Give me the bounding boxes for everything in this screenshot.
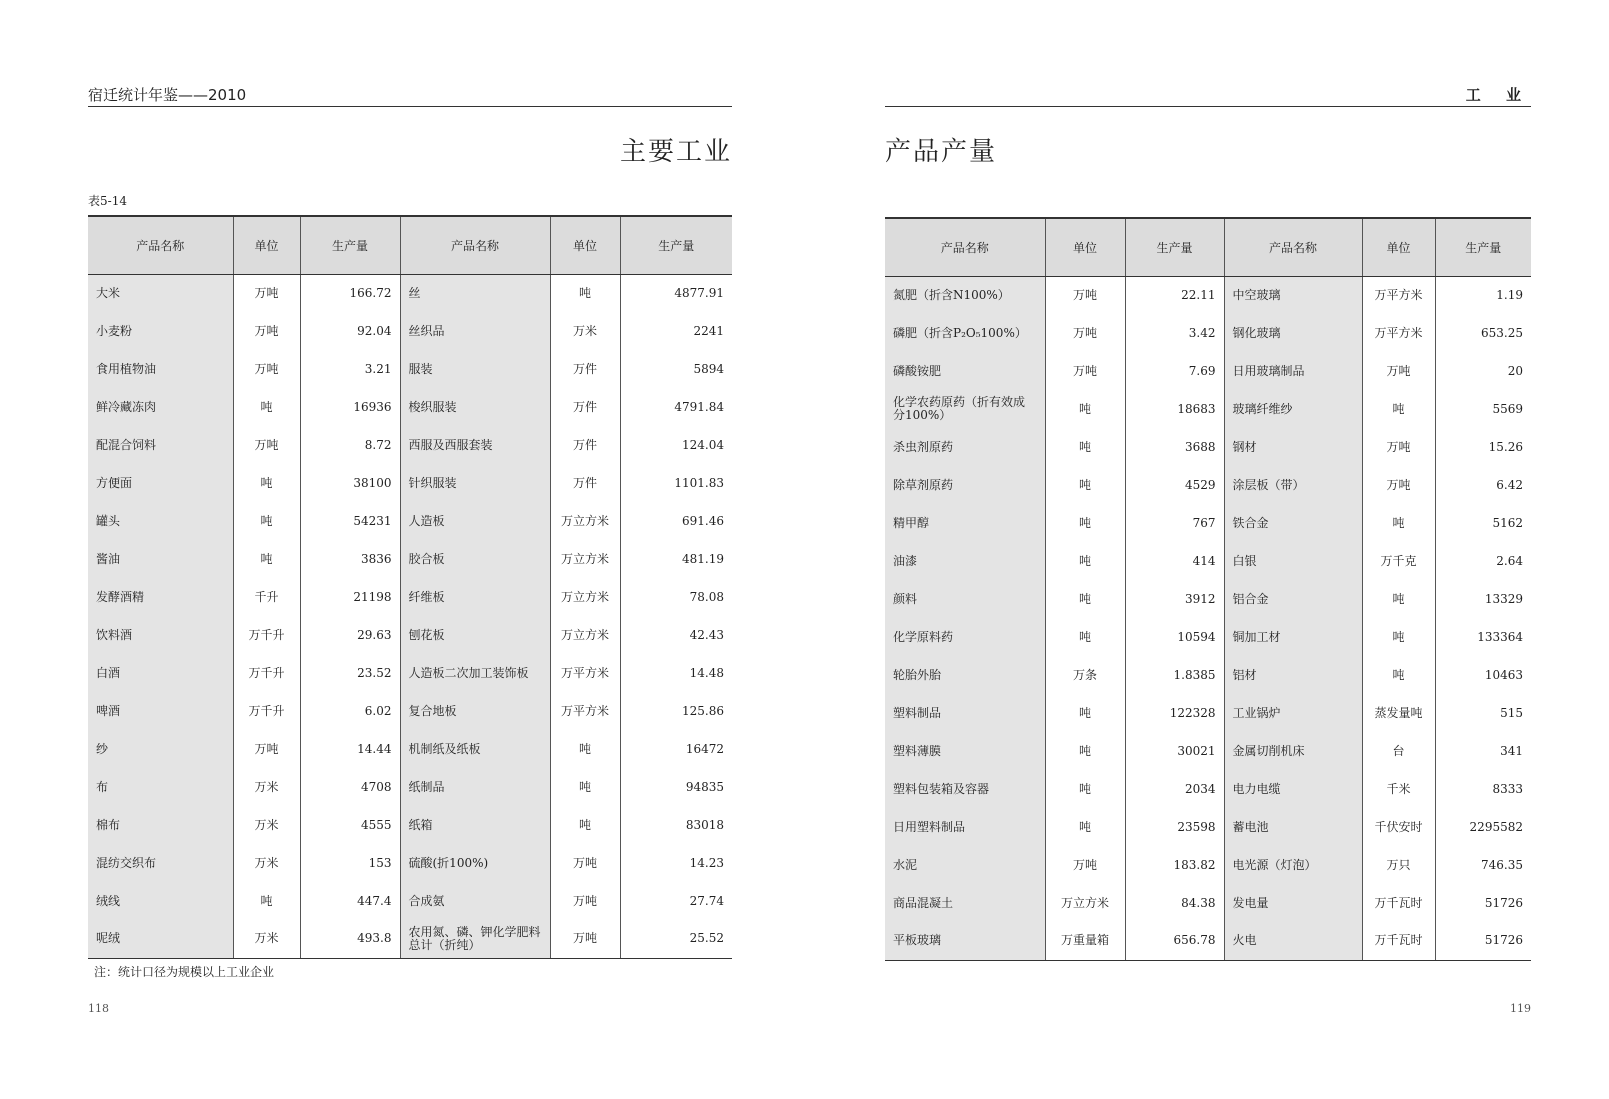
- column-header: 产品名称: [885, 218, 1045, 276]
- table-row: [88, 540, 732, 578]
- page-title-left: 主要工业: [619, 137, 732, 167]
- table-row: [88, 768, 732, 806]
- product-name-cell: 小麦粉: [88, 312, 233, 350]
- product-name-cell: 西服及西服套装: [400, 426, 550, 464]
- left-page: [88, 0, 732, 1099]
- product-name-cell: 食用植物油: [88, 350, 233, 388]
- product-name-cell: 日用玻璃制品: [1224, 352, 1362, 390]
- output-value-cell: 8333: [1435, 770, 1531, 808]
- unit-cell: 吨: [1045, 466, 1125, 504]
- product-name-cell: 纤维板: [400, 578, 550, 616]
- product-name-cell: 化学农药原药（折有效成分100%）: [885, 390, 1045, 428]
- table-row: [88, 312, 732, 350]
- output-value-cell: 21198: [300, 578, 400, 616]
- product-name-cell: 饮料酒: [88, 616, 233, 654]
- table-row: [88, 806, 732, 844]
- output-value-cell: 691.46: [620, 502, 732, 540]
- table-row: [88, 350, 732, 388]
- product-name-cell: 大米: [88, 274, 233, 312]
- product-name-cell: 胶合板: [400, 540, 550, 578]
- product-name-cell: 钢化玻璃: [1224, 314, 1362, 352]
- production-table-right: [885, 217, 1531, 961]
- unit-cell: 万千升: [233, 616, 300, 654]
- output-value-cell: 54231: [300, 502, 400, 540]
- product-name-cell: 油漆: [885, 542, 1045, 580]
- output-value-cell: 30021: [1125, 732, 1224, 770]
- output-value-cell: 4791.84: [620, 388, 732, 426]
- unit-cell: 万吨: [233, 274, 300, 312]
- running-head-right: 工 业: [885, 84, 1531, 107]
- product-name-cell: 服装: [400, 350, 550, 388]
- output-value-cell: 51726: [1435, 884, 1531, 922]
- unit-cell: 万米: [233, 844, 300, 882]
- product-name-cell: 金属切削机床: [1224, 732, 1362, 770]
- product-name-cell: 农用氮、磷、钾化学肥料总计（折纯）: [400, 920, 550, 958]
- unit-cell: 万立方米: [550, 502, 620, 540]
- product-name-cell: 颜料: [885, 580, 1045, 618]
- unit-cell: 万件: [550, 388, 620, 426]
- column-header: 单位: [1045, 218, 1125, 276]
- output-value-cell: 653.25: [1435, 314, 1531, 352]
- output-value-cell: 16472: [620, 730, 732, 768]
- output-value-cell: 6.02: [300, 692, 400, 730]
- product-name-cell: 绒线: [88, 882, 233, 920]
- product-name-cell: 商品混凝土: [885, 884, 1045, 922]
- unit-cell: 万平方米: [1362, 276, 1435, 314]
- output-value-cell: 78.08: [620, 578, 732, 616]
- output-value-cell: 767: [1125, 504, 1224, 542]
- product-name-cell: 塑料薄膜: [885, 732, 1045, 770]
- output-value-cell: 133364: [1435, 618, 1531, 656]
- product-name-cell: 纱: [88, 730, 233, 768]
- table-row: [88, 844, 732, 882]
- unit-cell: 万吨: [1362, 352, 1435, 390]
- output-value-cell: 16936: [300, 388, 400, 426]
- table-row: [885, 770, 1531, 808]
- product-name-cell: 人造板二次加工装饰板: [400, 654, 550, 692]
- table-row: [88, 578, 732, 616]
- product-name-cell: 日用塑料制品: [885, 808, 1045, 846]
- product-name-cell: 磷酸铵肥: [885, 352, 1045, 390]
- output-value-cell: 10594: [1125, 618, 1224, 656]
- output-value-cell: 38100: [300, 464, 400, 502]
- output-value-cell: 15.26: [1435, 428, 1531, 466]
- unit-cell: 万千升: [233, 692, 300, 730]
- output-value-cell: 92.04: [300, 312, 400, 350]
- table-row: [885, 884, 1531, 922]
- product-name-cell: 平板玻璃: [885, 922, 1045, 960]
- product-name-cell: 呢绒: [88, 920, 233, 958]
- product-name-cell: 磷肥（折含P₂O₅100%）: [885, 314, 1045, 352]
- unit-cell: 万米: [233, 806, 300, 844]
- unit-cell: 万吨: [1045, 846, 1125, 884]
- unit-cell: 吨: [550, 274, 620, 312]
- product-name-cell: 合成氨: [400, 882, 550, 920]
- unit-cell: 万平方米: [1362, 314, 1435, 352]
- output-value-cell: 3.42: [1125, 314, 1224, 352]
- unit-cell: 万千瓦时: [1362, 922, 1435, 960]
- output-value-cell: 29.63: [300, 616, 400, 654]
- unit-cell: 万平方米: [550, 654, 620, 692]
- product-name-cell: 方便面: [88, 464, 233, 502]
- unit-cell: 万吨: [1362, 466, 1435, 504]
- product-name-cell: 丝: [400, 274, 550, 312]
- running-head-left: 宿迁统计年鉴——2010: [88, 84, 732, 107]
- product-name-cell: 纸制品: [400, 768, 550, 806]
- unit-cell: 吨: [550, 768, 620, 806]
- output-value-cell: 22.11: [1125, 276, 1224, 314]
- output-value-cell: 4877.91: [620, 274, 732, 312]
- output-value-cell: 1.8385: [1125, 656, 1224, 694]
- column-header: 生产量: [1435, 218, 1531, 276]
- unit-cell: 万吨: [233, 730, 300, 768]
- unit-cell: 万立方米: [550, 578, 620, 616]
- output-value-cell: 25.52: [620, 920, 732, 958]
- production-table-left: [88, 215, 732, 959]
- unit-cell: 蒸发量吨: [1362, 694, 1435, 732]
- column-header: 生产量: [1125, 218, 1224, 276]
- unit-cell: 吨: [1045, 732, 1125, 770]
- product-name-cell: 塑料包装箱及容器: [885, 770, 1045, 808]
- product-name-cell: 硫酸(折100%): [400, 844, 550, 882]
- output-value-cell: 515: [1435, 694, 1531, 732]
- table-row: [885, 314, 1531, 352]
- table-row: [885, 694, 1531, 732]
- product-name-cell: 水泥: [885, 846, 1045, 884]
- unit-cell: 吨: [233, 540, 300, 578]
- product-name-cell: 刨花板: [400, 616, 550, 654]
- output-value-cell: 94835: [620, 768, 732, 806]
- output-value-cell: 341: [1435, 732, 1531, 770]
- output-value-cell: 27.74: [620, 882, 732, 920]
- product-name-cell: 啤酒: [88, 692, 233, 730]
- unit-cell: 吨: [1362, 618, 1435, 656]
- unit-cell: 万件: [550, 350, 620, 388]
- unit-cell: 吨: [1362, 580, 1435, 618]
- unit-cell: 吨: [1045, 504, 1125, 542]
- output-value-cell: 23.52: [300, 654, 400, 692]
- table-row: [885, 276, 1531, 314]
- table-header-row: [885, 218, 1531, 276]
- table-number: 表5-14: [88, 194, 127, 208]
- product-name-cell: 铝材: [1224, 656, 1362, 694]
- table-row: [885, 542, 1531, 580]
- product-name-cell: 精甲醇: [885, 504, 1045, 542]
- table-row: [885, 922, 1531, 960]
- output-value-cell: 14.44: [300, 730, 400, 768]
- table-row: [885, 732, 1531, 770]
- unit-cell: 万平方米: [550, 692, 620, 730]
- product-name-cell: 配混合饲料: [88, 426, 233, 464]
- product-name-cell: 梭织服装: [400, 388, 550, 426]
- product-name-cell: 除草剂原药: [885, 466, 1045, 504]
- unit-cell: 吨: [1362, 504, 1435, 542]
- unit-cell: 万立方米: [550, 540, 620, 578]
- unit-cell: 万重量箱: [1045, 922, 1125, 960]
- output-value-cell: 153: [300, 844, 400, 882]
- product-name-cell: 鲜冷藏冻肉: [88, 388, 233, 426]
- unit-cell: 万米: [233, 920, 300, 958]
- product-name-cell: 中空玻璃: [1224, 276, 1362, 314]
- unit-cell: 吨: [1045, 694, 1125, 732]
- output-value-cell: 125.86: [620, 692, 732, 730]
- table-row: [885, 580, 1531, 618]
- table-row: [88, 426, 732, 464]
- unit-cell: 万吨: [1045, 352, 1125, 390]
- product-name-cell: 氮肥（折含N100%）: [885, 276, 1045, 314]
- table-row: [885, 504, 1531, 542]
- unit-cell: 万米: [550, 312, 620, 350]
- output-value-cell: 84.38: [1125, 884, 1224, 922]
- table-row: [885, 428, 1531, 466]
- output-value-cell: 122328: [1125, 694, 1224, 732]
- column-header: 单位: [1362, 218, 1435, 276]
- unit-cell: 吨: [550, 806, 620, 844]
- unit-cell: 万吨: [550, 844, 620, 882]
- output-value-cell: 20: [1435, 352, 1531, 390]
- output-value-cell: 83018: [620, 806, 732, 844]
- product-name-cell: 机制纸及纸板: [400, 730, 550, 768]
- unit-cell: 吨: [1045, 618, 1125, 656]
- unit-cell: 万米: [233, 768, 300, 806]
- table-row: [88, 274, 732, 312]
- product-name-cell: 棉布: [88, 806, 233, 844]
- table-row: [88, 464, 732, 502]
- unit-cell: 万吨: [1045, 276, 1125, 314]
- output-value-cell: 5894: [620, 350, 732, 388]
- unit-cell: 万立方米: [1045, 884, 1125, 922]
- output-value-cell: 51726: [1435, 922, 1531, 960]
- output-value-cell: 124.04: [620, 426, 732, 464]
- product-name-cell: 涂层板（带）: [1224, 466, 1362, 504]
- unit-cell: 万千升: [233, 654, 300, 692]
- output-value-cell: 18683: [1125, 390, 1224, 428]
- product-name-cell: 发酵酒精: [88, 578, 233, 616]
- output-value-cell: 8.72: [300, 426, 400, 464]
- product-name-cell: 玻璃纤维纱: [1224, 390, 1362, 428]
- unit-cell: 吨: [1045, 542, 1125, 580]
- unit-cell: 千伏安时: [1362, 808, 1435, 846]
- output-value-cell: 493.8: [300, 920, 400, 958]
- output-value-cell: 746.35: [1435, 846, 1531, 884]
- unit-cell: 吨: [233, 502, 300, 540]
- product-name-cell: 针织服装: [400, 464, 550, 502]
- product-name-cell: 丝织品: [400, 312, 550, 350]
- output-value-cell: 5569: [1435, 390, 1531, 428]
- product-name-cell: 复合地板: [400, 692, 550, 730]
- column-header: 产品名称: [1224, 218, 1362, 276]
- product-name-cell: 工业锅炉: [1224, 694, 1362, 732]
- output-value-cell: 3836: [300, 540, 400, 578]
- page-number-left: 118: [88, 1002, 109, 1015]
- column-header: 单位: [233, 216, 300, 274]
- page-title-right: 产品产量: [885, 137, 998, 167]
- column-header: 生产量: [300, 216, 400, 274]
- unit-cell: 万千瓦时: [1362, 884, 1435, 922]
- output-value-cell: 14.23: [620, 844, 732, 882]
- product-name-cell: 塑料制品: [885, 694, 1045, 732]
- table-row: [88, 730, 732, 768]
- output-value-cell: 3688: [1125, 428, 1224, 466]
- output-value-cell: 2.64: [1435, 542, 1531, 580]
- unit-cell: 千米: [1362, 770, 1435, 808]
- page-number-right: 119: [1510, 1002, 1531, 1015]
- product-name-cell: 杀虫剂原药: [885, 428, 1045, 466]
- table-row: [88, 502, 732, 540]
- column-header: 产品名称: [400, 216, 550, 274]
- product-name-cell: 布: [88, 768, 233, 806]
- table-row: [88, 616, 732, 654]
- unit-cell: 万件: [550, 426, 620, 464]
- table-row: [885, 846, 1531, 884]
- table-row: [88, 920, 732, 958]
- table-row: [885, 656, 1531, 694]
- unit-cell: 万吨: [1045, 314, 1125, 352]
- product-name-cell: 混纺交织布: [88, 844, 233, 882]
- table-row: [88, 388, 732, 426]
- column-header: 单位: [550, 216, 620, 274]
- unit-cell: 吨: [1362, 656, 1435, 694]
- product-name-cell: 蓄电池: [1224, 808, 1362, 846]
- product-name-cell: 轮胎外胎: [885, 656, 1045, 694]
- unit-cell: 万只: [1362, 846, 1435, 884]
- output-value-cell: 14.48: [620, 654, 732, 692]
- unit-cell: 万吨: [1362, 428, 1435, 466]
- output-value-cell: 4555: [300, 806, 400, 844]
- product-name-cell: 火电: [1224, 922, 1362, 960]
- product-name-cell: 酱油: [88, 540, 233, 578]
- unit-cell: 千升: [233, 578, 300, 616]
- product-name-cell: 铜加工材: [1224, 618, 1362, 656]
- table-note: 注：统计口径为规模以上工业企业: [94, 965, 275, 979]
- column-header: 生产量: [620, 216, 732, 274]
- output-value-cell: 2034: [1125, 770, 1224, 808]
- product-name-cell: 白酒: [88, 654, 233, 692]
- table-row: [885, 466, 1531, 504]
- output-value-cell: 10463: [1435, 656, 1531, 694]
- table-row: [88, 692, 732, 730]
- unit-cell: 万件: [550, 464, 620, 502]
- output-value-cell: 1.19: [1435, 276, 1531, 314]
- table-row: [885, 352, 1531, 390]
- unit-cell: 万吨: [550, 920, 620, 958]
- unit-cell: 吨: [1362, 390, 1435, 428]
- unit-cell: 吨: [550, 730, 620, 768]
- right-page: [885, 0, 1531, 1099]
- product-name-cell: 铝合金: [1224, 580, 1362, 618]
- product-name-cell: 钢材: [1224, 428, 1362, 466]
- product-name-cell: 铁合金: [1224, 504, 1362, 542]
- output-value-cell: 166.72: [300, 274, 400, 312]
- output-value-cell: 4708: [300, 768, 400, 806]
- table-row: [885, 390, 1531, 428]
- unit-cell: 万吨: [233, 312, 300, 350]
- output-value-cell: 3912: [1125, 580, 1224, 618]
- unit-cell: 吨: [1045, 428, 1125, 466]
- output-value-cell: 656.78: [1125, 922, 1224, 960]
- product-name-cell: 发电量: [1224, 884, 1362, 922]
- output-value-cell: 5162: [1435, 504, 1531, 542]
- unit-cell: 万吨: [550, 882, 620, 920]
- table-row: [88, 654, 732, 692]
- unit-cell: 万立方米: [550, 616, 620, 654]
- output-value-cell: 3.21: [300, 350, 400, 388]
- output-value-cell: 4529: [1125, 466, 1224, 504]
- output-value-cell: 481.19: [620, 540, 732, 578]
- product-name-cell: 化学原料药: [885, 618, 1045, 656]
- product-name-cell: 电力电缆: [1224, 770, 1362, 808]
- output-value-cell: 13329: [1435, 580, 1531, 618]
- output-value-cell: 447.4: [300, 882, 400, 920]
- unit-cell: 万千克: [1362, 542, 1435, 580]
- output-value-cell: 183.82: [1125, 846, 1224, 884]
- table-row: [885, 618, 1531, 656]
- unit-cell: 吨: [233, 464, 300, 502]
- unit-cell: 吨: [1045, 770, 1125, 808]
- output-value-cell: 42.43: [620, 616, 732, 654]
- table-header-row: [88, 216, 732, 274]
- output-value-cell: 23598: [1125, 808, 1224, 846]
- unit-cell: 台: [1362, 732, 1435, 770]
- table-row: [885, 808, 1531, 846]
- product-name-cell: 纸箱: [400, 806, 550, 844]
- unit-cell: 万吨: [233, 350, 300, 388]
- product-name-cell: 罐头: [88, 502, 233, 540]
- column-header: 产品名称: [88, 216, 233, 274]
- table-row: [88, 882, 732, 920]
- product-name-cell: 电光源（灯泡）: [1224, 846, 1362, 884]
- unit-cell: 吨: [233, 388, 300, 426]
- output-value-cell: 6.42: [1435, 466, 1531, 504]
- unit-cell: 万吨: [233, 426, 300, 464]
- unit-cell: 吨: [1045, 580, 1125, 618]
- output-value-cell: 2295582: [1435, 808, 1531, 846]
- output-value-cell: 2241: [620, 312, 732, 350]
- unit-cell: 吨: [1045, 390, 1125, 428]
- output-value-cell: 414: [1125, 542, 1224, 580]
- output-value-cell: 7.69: [1125, 352, 1224, 390]
- output-value-cell: 1101.83: [620, 464, 732, 502]
- unit-cell: 吨: [1045, 808, 1125, 846]
- unit-cell: 吨: [233, 882, 300, 920]
- unit-cell: 万条: [1045, 656, 1125, 694]
- product-name-cell: 人造板: [400, 502, 550, 540]
- product-name-cell: 白银: [1224, 542, 1362, 580]
